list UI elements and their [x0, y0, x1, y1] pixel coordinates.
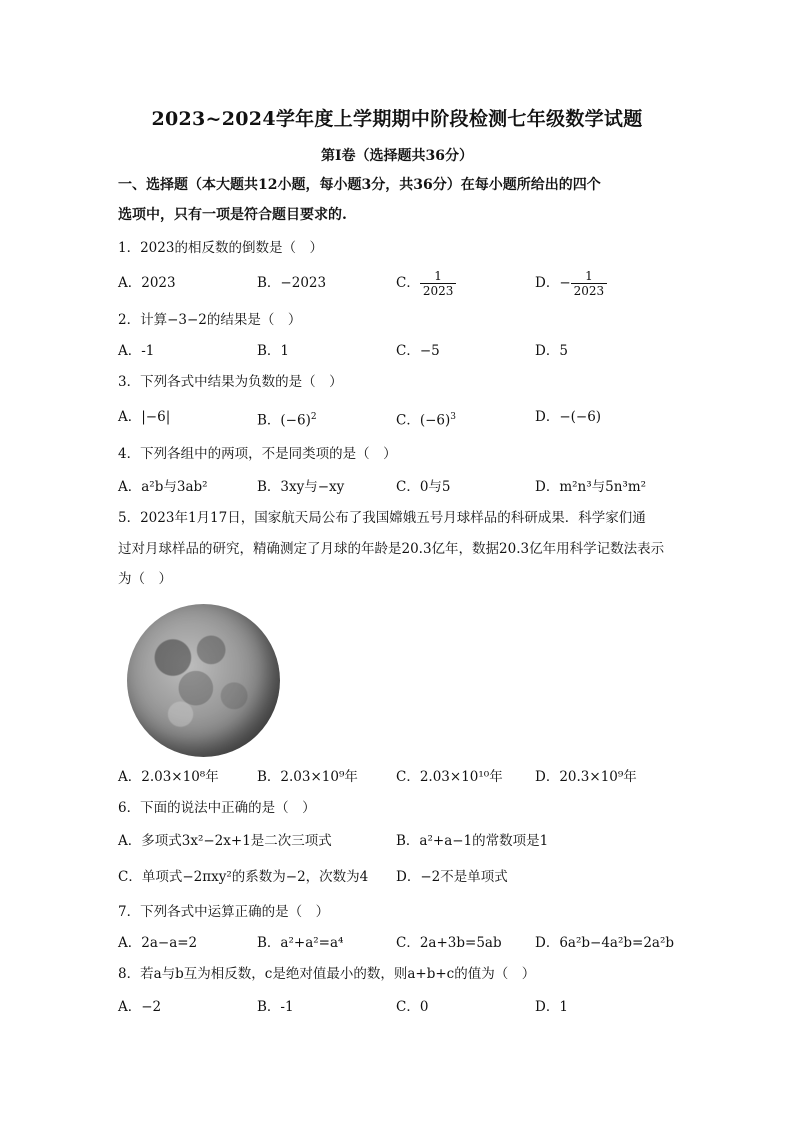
- q1-option-c-label: C．: [396, 275, 420, 291]
- q7-option-c: C．2a+3b=5ab: [396, 935, 502, 951]
- question-4-options: [118, 472, 678, 502]
- question-4-stem: 4．下列各组中的两项，不是同类项的是（ ）: [118, 446, 397, 462]
- q1-option-d-fraction: [571, 269, 608, 298]
- q7-option-d: D．6a²b−4a²b=2a²b: [535, 935, 675, 951]
- q3-option-a: A．|−6|: [118, 409, 171, 425]
- q1-option-a: A．2023: [118, 275, 176, 291]
- q3-option-b-exponent: 2: [310, 412, 317, 422]
- q6-option-b: B．a²+a−1的常数项是1: [396, 833, 549, 849]
- q4-option-a: A．a²b与3ab²: [118, 479, 208, 495]
- question-6-options-row2: [118, 862, 678, 892]
- q3-option-c-base: C．(−6): [396, 412, 451, 429]
- q1-option-c: [396, 268, 456, 298]
- q3-option-c-exponent: 3: [450, 412, 456, 422]
- q7-option-b: B．a²+a²=a⁴: [257, 935, 344, 951]
- question-5-options: [118, 762, 678, 792]
- fraction-numerator: 1: [420, 269, 457, 284]
- question-8-stem: 8．若a与b互为相反数，c是绝对值最小的数，则a+b+c的值为（ ）: [118, 966, 536, 982]
- fraction-denominator: 2023: [573, 284, 605, 298]
- question-5-line3: 为（ ）: [118, 571, 172, 587]
- q4-option-d: D．m²n³与5n³m²: [535, 479, 647, 495]
- question-3-options: [118, 402, 678, 432]
- q8-option-b: B．-1: [257, 999, 294, 1015]
- q3-option-b-base: B．(−6): [257, 412, 311, 429]
- section-instruction-line2: 选项中，只有一项是符合题目要求的.: [118, 207, 347, 223]
- q2-option-a: A．-1: [118, 343, 155, 359]
- q4-option-c: C．0与5: [396, 479, 451, 495]
- moon-image: [127, 604, 280, 757]
- q2-option-c: C．−5: [396, 343, 440, 359]
- question-8-options: [118, 992, 678, 1022]
- q1-option-d: [535, 268, 607, 298]
- question-7-options: [118, 928, 678, 958]
- question-1-options: [118, 268, 678, 298]
- q6-option-a: A．多项式3x²−2x+1是二次三项式: [118, 833, 332, 849]
- q3-option-d: D．−(−6): [535, 409, 602, 425]
- question-6-options-row1: [118, 826, 678, 856]
- question-5-line1: 5．2023年1月17日，国家航天局公布了我国嫦娥五号月球样品的科研成果．科学家们通: [118, 510, 646, 526]
- fraction-numerator: 1: [571, 269, 608, 284]
- q8-option-c: C．0: [396, 999, 429, 1015]
- q5-option-d: D．20.3×10⁹年: [535, 769, 637, 785]
- fraction-denominator: 2023: [422, 284, 454, 298]
- question-3-stem: 3．下列各式中结果为负数的是（ ）: [118, 374, 343, 390]
- q8-option-a: A．−2: [118, 999, 162, 1015]
- q8-option-d: D．1: [535, 999, 568, 1015]
- q1-option-b: B．−2023: [257, 275, 327, 291]
- q5-option-b: B．2.03×10⁹年: [257, 769, 358, 785]
- q5-option-c: C．2.03×10¹⁰年: [396, 769, 503, 785]
- q3-option-c: [396, 402, 456, 436]
- q6-option-d: D．−2不是单项式: [396, 869, 508, 885]
- question-2-options: [118, 336, 678, 366]
- question-2-stem: 2．计算−3−2的结果是（ ）: [118, 312, 302, 328]
- question-7-stem: 7．下列各式中运算正确的是（ ）: [118, 904, 330, 920]
- q2-option-d: D．5: [535, 343, 568, 359]
- question-5-line2: 过对月球样品的研究，精确测定了月球的年龄是20.3亿年，数据20.3亿年用科学记数法表示: [118, 541, 665, 557]
- q7-option-a: A．2a−a=2: [118, 935, 198, 951]
- page-subtitle: 第Ⅰ卷（选择题共36分）: [320, 148, 474, 164]
- q6-option-c: C．单项式−2πxy²的系数为−2，次数为4: [118, 869, 369, 885]
- question-6-stem: 6．下面的说法中正确的是（ ）: [118, 800, 316, 816]
- q1-option-c-fraction: [420, 269, 457, 298]
- q1-option-d-label: D．−: [535, 275, 571, 291]
- q2-option-b: B．1: [257, 343, 290, 359]
- q5-option-a: A．2.03×10⁸年: [118, 769, 219, 785]
- q3-option-b: [257, 402, 317, 436]
- section-instruction-line1: 一、选择题（本大题共12小题，每小题3分，共36分）在每小题所给出的四个: [118, 177, 601, 193]
- question-1-stem: 1．2023的相反数的倒数是（ ）: [118, 240, 323, 256]
- page-title: 2023~2024学年度上学期期中阶段检测七年级数学试题: [151, 108, 643, 130]
- q4-option-b: B．3xy与−xy: [257, 479, 345, 495]
